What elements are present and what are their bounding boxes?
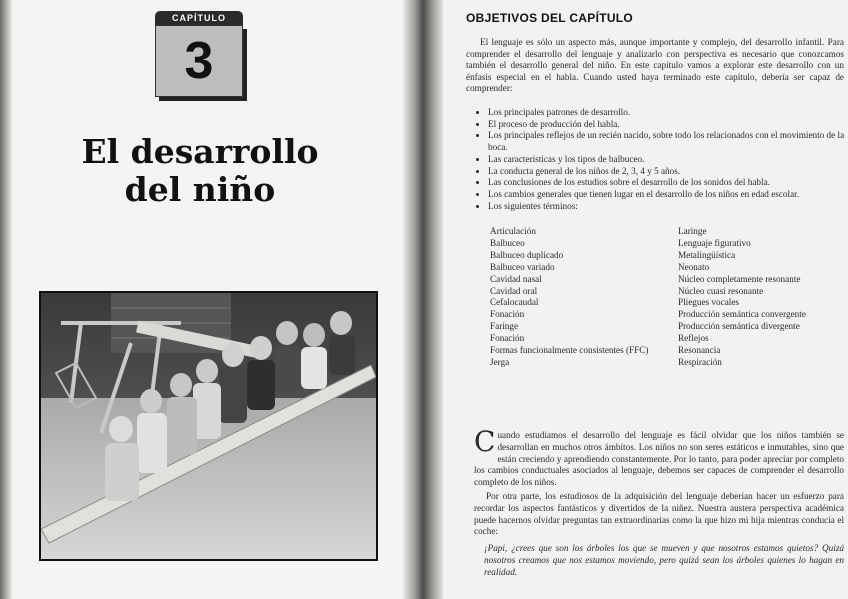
term-item: Balbuceo variado [490,261,555,272]
term-item: Respiración [678,356,722,367]
term-item: Jerga [490,356,510,367]
term-item: Núcleo cuasi resonante [678,285,764,296]
term-item: Fonación [490,309,525,320]
objectives-intro: El lenguaje es sólo un aspecto más, aunque importante y complejo, del desarrollo infantil. Para comprender el desarrollo del lenguaje y analizarlo con perspectiva es necesario que conozcamos también el desarrollo general del niño. En este capítulo vamos a explorar este desarrollo con un énfasis especial en el habla. Cuando usted haya terminado este capítulo, debería ser capaz de comprender: [466,37,844,94]
terms-column-left [490,226,648,369]
paragraph-1-text: uando estudiamos el desarrollo del lenguaje es fácil olvidar que los niños también se desarrollan en muchos otros ámbitos. Los niños no son seres estáticos e inmutables, sino que están creciendo y aprendiendo constantemente. Por lo tanto, para poder apreciar por completo los cambios conductuales asociados al lenguaje, debemos ser capaces de comprender el desarrollo completo de los niños. [474,430,844,488]
term-item: Neonato [678,261,710,272]
list-item: • Las características y los tipos de balbuceo. [488,154,848,166]
term-item: Resonancia [678,345,721,356]
term-item: Lenguaje figurativo [678,237,751,248]
list-item: • Los principales reflejos de un recién nacido, sobre todo los relacionados con el movimiento de la boca. [488,130,848,153]
book-gutter [403,0,443,599]
term-item: Formas funcionalmente consistentes (FFC) [490,345,649,356]
photo-illustration [41,293,376,559]
page-edge [0,0,12,599]
term-item: Producción semántica convergente [678,309,806,320]
term-item: Cavidad nasal [490,273,542,284]
list-item: • Los principales patrones de desarrollo. [488,107,848,119]
child-quote: ¡Papi, ¿crees que son los árboles los que se mueven y que nosotros estamos quietos? Quizá nosotros creamos que nos estamos moviendo, pero quizá sean los árboles quienes lo hagan en realidad. [484,543,844,577]
list-item: • El proceso de producción del habla. [488,119,848,131]
term-item: Pliegues vocales [678,297,739,308]
list-item: • Los siguientes términos: [488,201,848,213]
term-item: Balbuceo [490,237,525,248]
term-item: Balbuceo duplicado [490,249,564,260]
term-item: Núcleo completamente resonante [678,273,801,284]
term-item: Reflejos [678,333,709,344]
objectives-list [478,107,848,212]
children-on-seesaw-photo [39,291,378,561]
term-item: Articulación [490,226,536,236]
chapter-title-line-1: El desarrollo [81,132,319,171]
list-item: • Las conclusiones de los estudios sobre el desarrollo de los sonidos del habla. [488,177,848,189]
chapter-title-line-2: del niño [124,170,276,209]
term-item: Metalingüística [678,249,736,260]
paragraph-1 [474,425,844,489]
term-item: Cavidad oral [490,285,538,296]
list-item: • La conducta general de los niños de 2, 3, 4 y 5 años. [488,166,848,178]
terms-column-right [678,226,806,369]
chapter-label: CAPÍTULO [155,11,243,25]
chapter-number: 3 [155,25,243,97]
chapter-badge [155,11,247,99]
term-item: Fonación [490,333,525,344]
paragraph-2: Por otra parte, los estudiosos de la adquisición del lenguaje deberían hacer un esfuerzo para recordar los aspectos fantásticos y divertidos de la niñez. Nuestra austera perspectiva académica puede hacernos olvidar preguntas tan extraordinarias como la que hizo mi hija mientras conducía el coche: [474,490,844,537]
chapter-title [50,133,350,209]
term-item: Producción semántica divergente [678,321,800,332]
objectives-heading: OBJETIVOS DEL CAPÍTULO [466,11,634,25]
list-item: • Los cambios generales que tienen lugar en el desarrollo de los niños en edad escolar. [488,189,848,201]
chapter-body [474,425,844,540]
term-item: Faringe [490,321,519,332]
drop-cap: C [474,425,496,458]
term-item: Cefalocaudal [490,297,539,308]
term-item: Laringe [678,226,707,236]
